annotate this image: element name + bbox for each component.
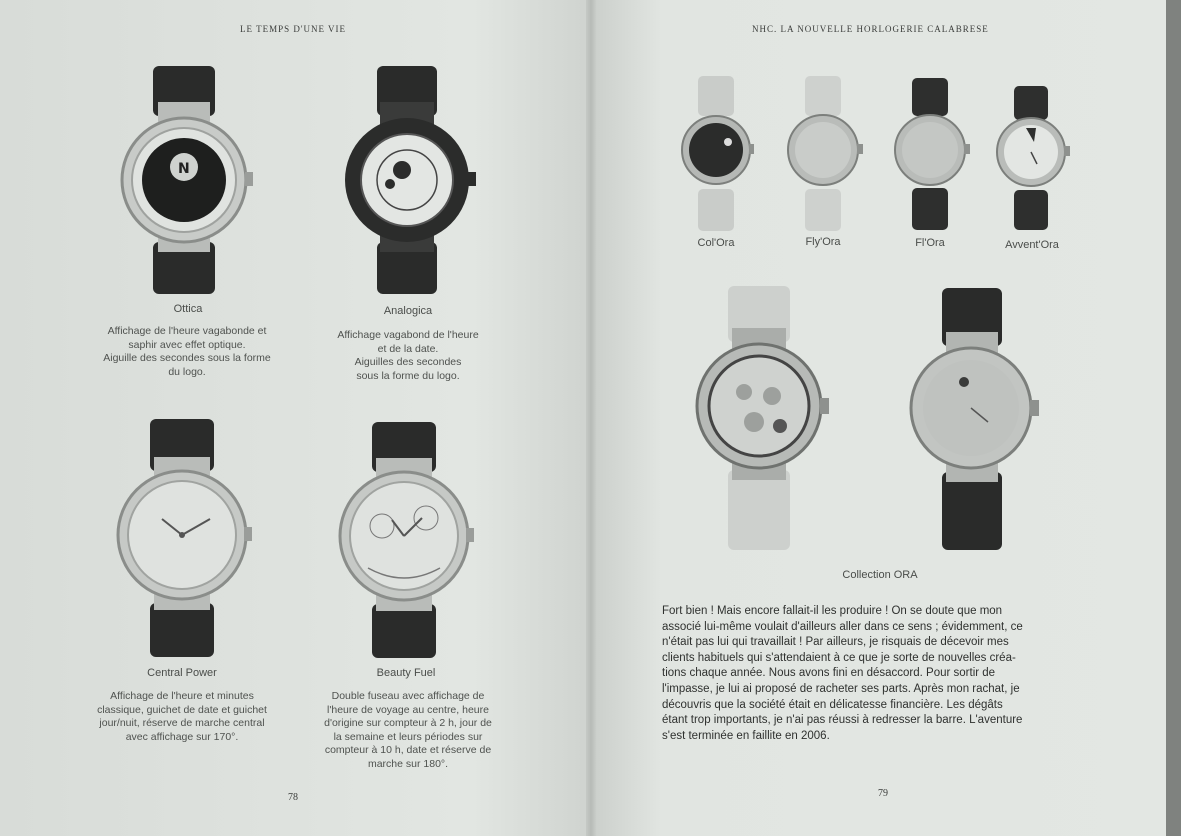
right-running-head: NHC. LA NOUVELLE HORLOGERIE CALABRESE	[752, 24, 989, 34]
watch-name-central-power: Central Power	[147, 667, 217, 679]
collection-caption: Collection ORA	[842, 569, 918, 581]
analogica-watch-image	[340, 62, 480, 297]
svg-text:N: N	[178, 161, 190, 177]
avventora-watch-image	[992, 84, 1072, 234]
left-running-head: LE TEMPS D'UNE VIE	[240, 24, 347, 34]
ora-black-watch-image	[906, 286, 1046, 552]
flora-watch-image	[890, 76, 970, 236]
watch-desc-analogica: Affichage vagabond de l'heure et de la date. Aiguilles des secondes sous la forme du logo.	[337, 329, 479, 382]
watch-name-flora: Fl'Ora	[915, 237, 945, 249]
left-page-number: 78	[288, 792, 298, 803]
flyora-watch-image	[785, 74, 865, 234]
watch-name-avventora: Avvent'Ora	[1005, 239, 1059, 251]
central-power-watch-image	[112, 415, 257, 660]
book-gutter	[586, 0, 596, 836]
watch-name-ottica: Ottica	[173, 303, 203, 315]
beauty-fuel-watch-image	[334, 418, 479, 660]
background-edge	[1166, 0, 1181, 836]
colora-watch-image	[680, 74, 755, 234]
body-paragraph: Fort bien ! Mais encore fallait-il les produire ! On se doute que mon associé lui-même voulait d'ailleurs aller dans ce sens ; évidemment, ce n'était pas lui qui travaillait ! Par ailleurs, je risquais de décevoir mes clients habituels qui s'attendaient à ce que je sorte de nouvelles créa- tions chaque année. Nous avons fini en désaccord. Pour sortir de l'impasse, je lui ai proposé de racheter ses parts. Après mon rachat, je découvris que la société était en délicatesse financière. Les dégâts étant trop importants, je n'ai pas réussi à redresser la barre. L'aventure s'est terminée en faillite en 2006.	[662, 605, 1023, 742]
watch-name-analogica: Analogica	[383, 305, 433, 317]
watch-desc-beauty-fuel: Double fuseau avec affichage de l'heure de voyage au centre, heure d'origine sur compteur à 2 h, jour de la semaine et leurs périodes sur compteur à 10 h, date et réserve de marche sur 180°.	[324, 690, 492, 770]
watch-name-flyora: Fly'Ora	[805, 236, 841, 248]
right-page-number: 79	[878, 788, 888, 799]
watch-name-beauty-fuel: Beauty Fuel	[376, 667, 436, 679]
watch-name-colora: Col'Ora	[697, 237, 735, 249]
watch-desc-central-power: Affichage de l'heure et minutes classique, guichet de date et guichet jour/nuit, réserve de marche central avec affichage sur 170°.	[97, 690, 267, 743]
ottica-watch-image	[118, 62, 258, 297]
ora-white-watch-image	[692, 284, 842, 554]
watch-desc-ottica: Affichage de l'heure vagabonde et saphir avec effet optique. Aiguille des secondes sous la forme du logo.	[103, 325, 271, 378]
